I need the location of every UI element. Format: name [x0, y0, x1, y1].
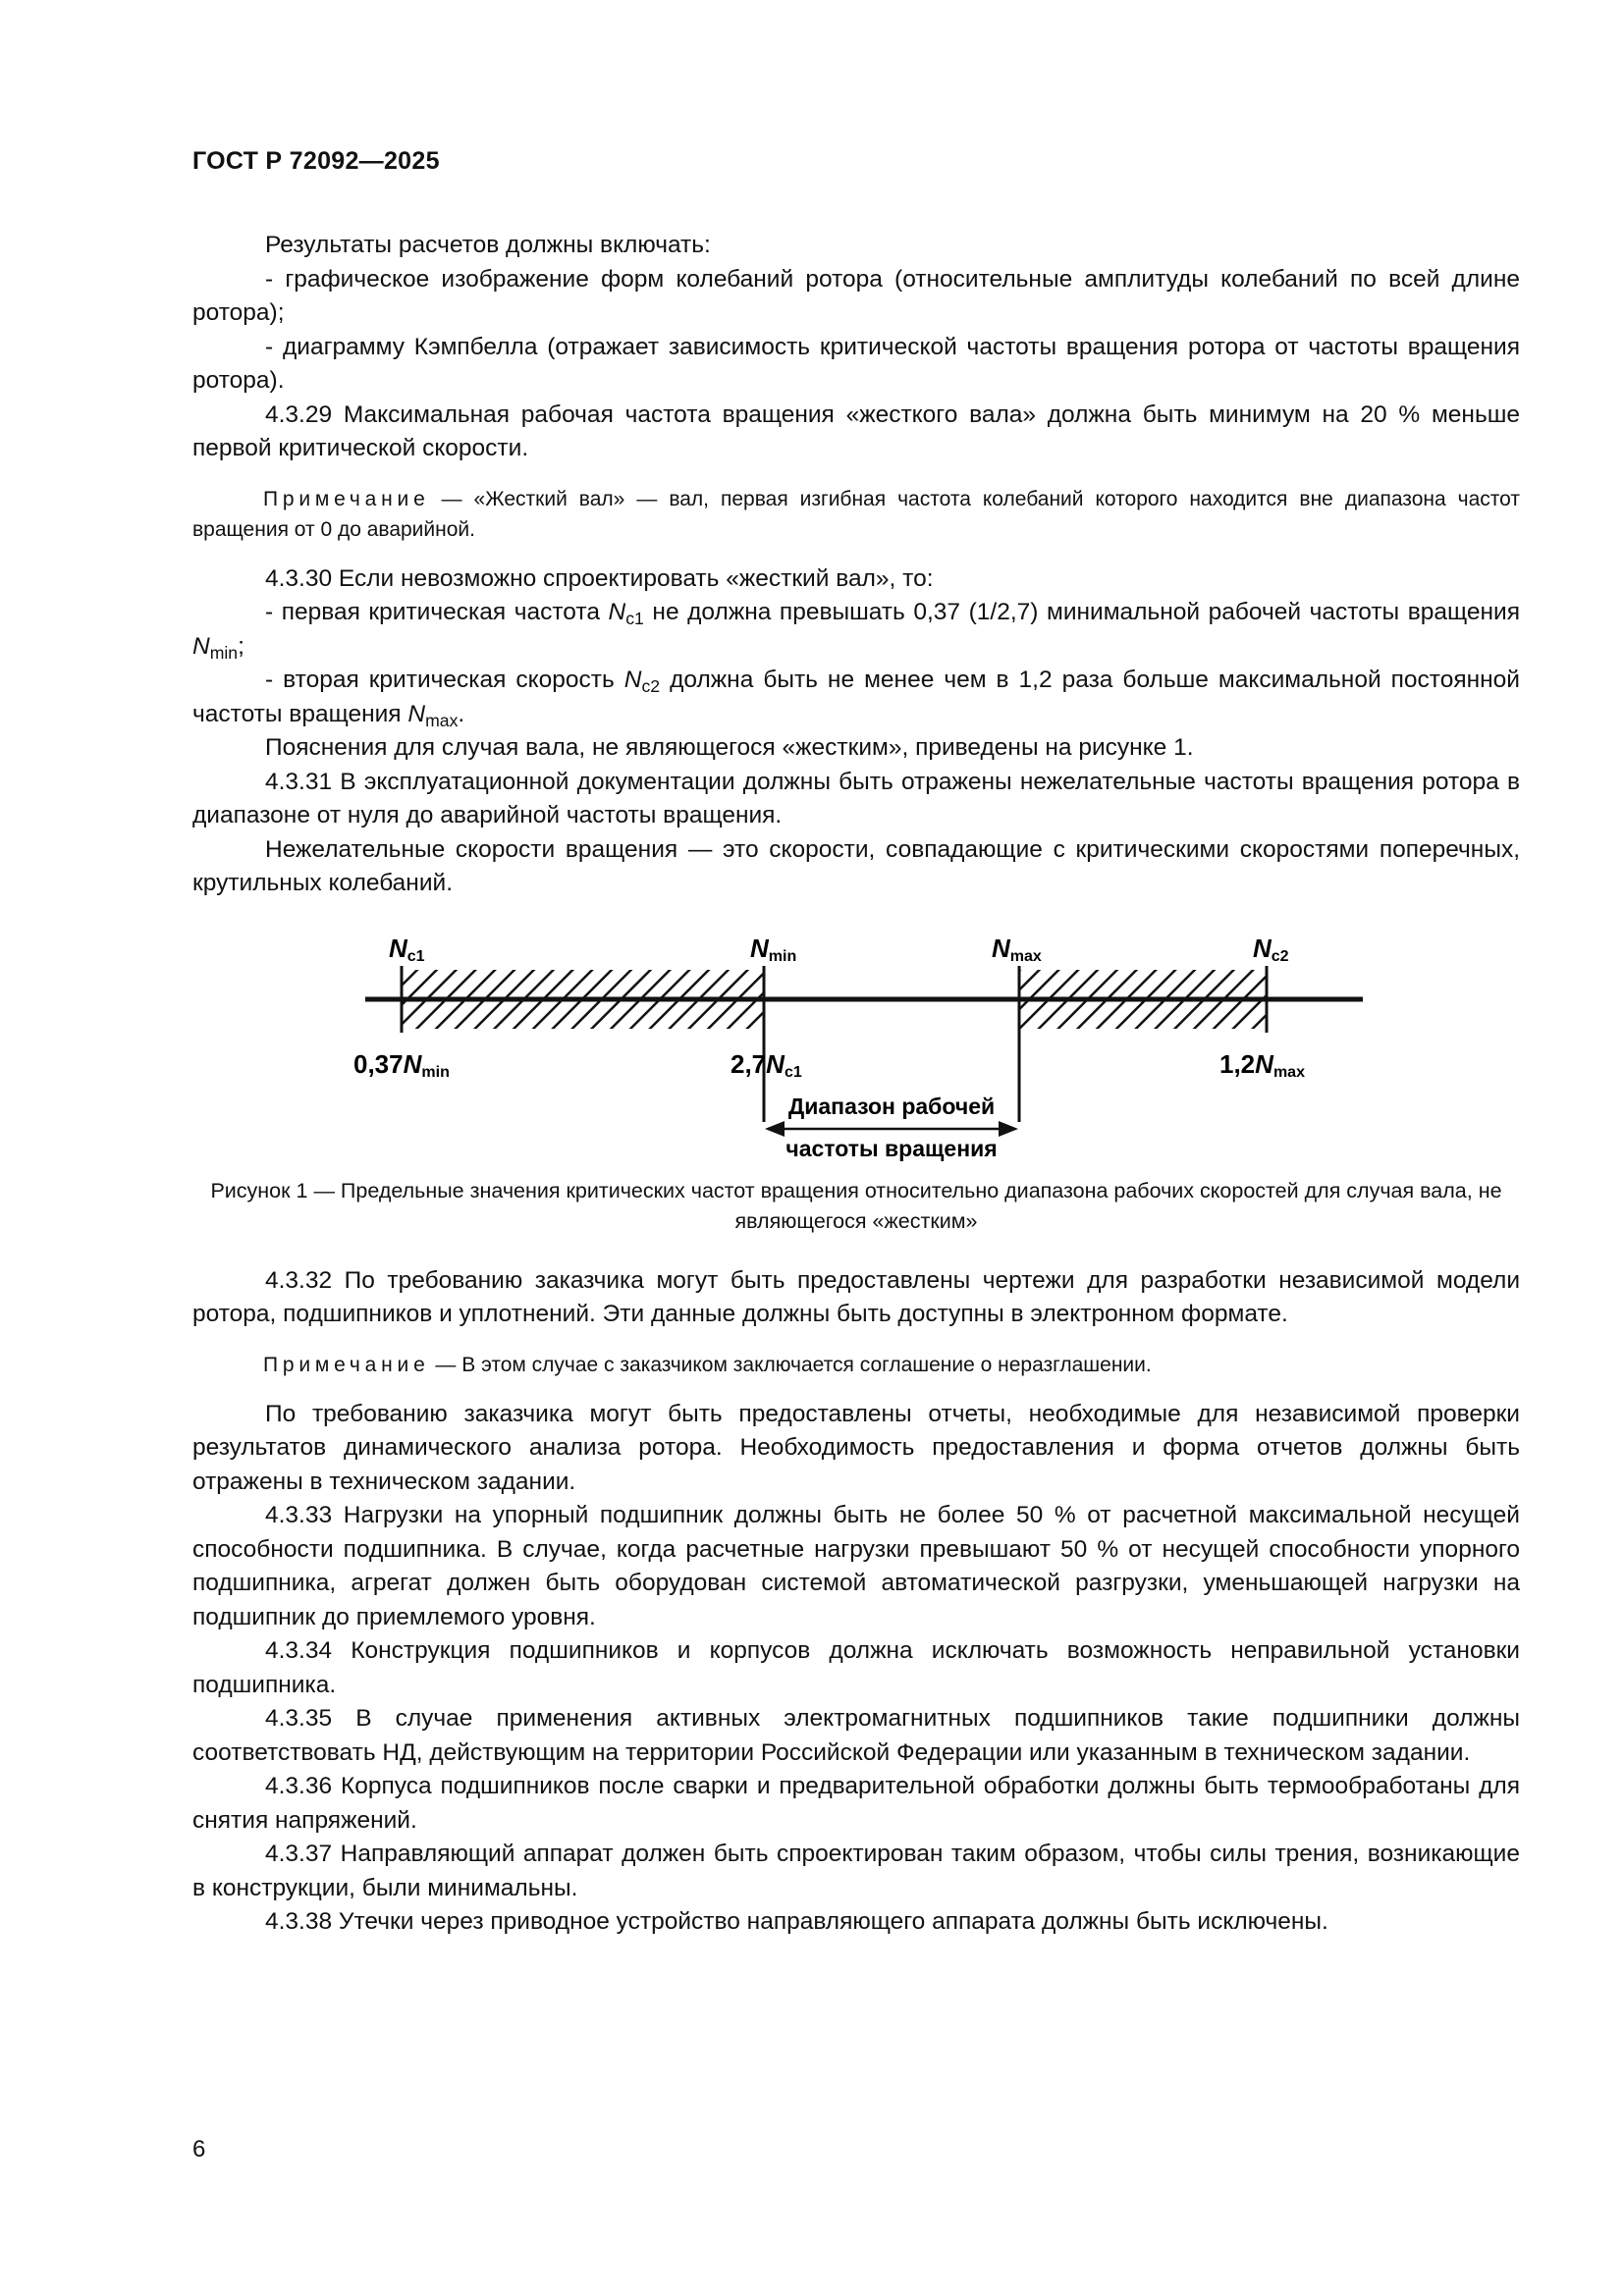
subscript: c1 — [625, 609, 644, 628]
note — [192, 484, 1520, 545]
label-27nc1 — [731, 1049, 802, 1081]
page-number: 6 — [192, 2136, 206, 2163]
range-label-line1: Диапазон рабочей — [787, 1093, 996, 1119]
text-run: . — [458, 700, 465, 727]
symbol: N — [192, 632, 210, 660]
label-symbol: N — [389, 933, 407, 963]
document-body — [192, 229, 1520, 1940]
page-header: ГОСТ Р 72092—2025 — [192, 147, 440, 175]
paragraph: Результаты расчетов должны включать: — [265, 232, 711, 258]
label-symbol: N — [750, 933, 769, 963]
paragraph: По требованию заказчика могут быть предоставлены отчеты, необходимые для независимой проверки результатов динамического анализа ротора. Необходимость предоставления и форма отчетов должны быть отражены в техническом задании. — [192, 1400, 1520, 1495]
label-sub: c2 — [1271, 947, 1289, 965]
note-text: — В этом случае с заказчиком заключается соглашение о неразглашении. — [429, 1353, 1152, 1376]
label-number: 0,37 — [353, 1048, 404, 1079]
label-nc2 — [1253, 934, 1289, 965]
label-sub: c1 — [406, 947, 425, 965]
label-symbol: N — [1255, 1048, 1273, 1079]
label-symbol: N — [1253, 933, 1272, 963]
label-symbol: N — [766, 1048, 785, 1079]
paragraph-4-3-30: 4.3.30 Если невозможно спроектировать «жесткий вал», то: — [265, 564, 934, 592]
arrowhead-right — [999, 1121, 1018, 1137]
label-number: 1,2 — [1219, 1048, 1256, 1079]
symbol: N — [608, 599, 626, 625]
paragraph-4-3-37: 4.3.37 Направляющий аппарат должен быть спроектирован таким образом, чтобы силы трения, возникающие в конструкции, были минимальны. — [192, 1841, 1520, 1901]
paragraph: Пояснения для случая вала, не являющегося «жестким», приведены на рисунке 1. — [265, 734, 1194, 761]
label-sub: min — [768, 947, 797, 965]
paragraph-4-3-38: 4.3.38 Утечки через приводное устройство направляющего аппарата должны быть исключены. — [265, 1908, 1328, 1935]
paragraph: - диаграмму Кэмпбелла (отражает зависимость критической частоты вращения ротора от частоты вращения ротора). — [192, 333, 1520, 394]
paragraph-4-3-35: 4.3.35 В случае применения активных электромагнитных подшипников такие подшипники должны соответствовать НД, действующим на территории Российской Федерации или указанным в техническом задании. — [192, 1705, 1520, 1766]
paragraph-4-3-34: 4.3.34 Конструкция подшипников и корпусов должна исключать возможность неправильной установки подшипника. — [192, 1637, 1520, 1698]
paragraph-4-3-31: 4.3.31 В эксплуатационной документации должны быть отражены нежелательные частоты вращения ротора в диапазоне от нуля до аварийной частоты вращения. — [192, 768, 1520, 828]
label-nmin — [750, 934, 796, 965]
label-sub: max — [1009, 947, 1042, 965]
text-run: ; — [238, 632, 244, 660]
paragraph — [192, 596, 1520, 664]
label-number: 2,7 — [731, 1048, 767, 1079]
note-text: — «Жесткий вал» — вал, первая изгибная частота колебаний которого находится вне диапазона частот вращения от 0 до аварийной. — [192, 487, 1520, 541]
label-sub: min — [421, 1063, 450, 1081]
paragraph-4-3-29: 4.3.29 Максимальная рабочая частота вращения «жесткого вала» должна быть минимум на 20 % меньше первой критической скорости. — [192, 400, 1520, 461]
paragraph-4-3-33: 4.3.33 Нагрузки на упорный подшипник должны быть не более 50 % от расчетной максимальной несущей способности подшипника. В случае, когда расчетные нагрузки превышают 50 % от несущей способности упорного подшипника, агрегат должен быть оборудован системой автоматической разгрузки, уменьшающей нагрузки на подшипник до приемлемого уровня. — [192, 1502, 1520, 1630]
text-run: не должна превышать 0,37 (1/2,7) минимальной рабочей частоты вращения — [643, 599, 1520, 625]
label-sub: c1 — [784, 1063, 802, 1081]
label-nmax — [992, 934, 1042, 965]
label-nc1 — [389, 934, 425, 965]
paragraph-4-3-36: 4.3.36 Корпуса подшипников после сварки и предварительной обработки должны быть термообработаны для снятия напряжений. — [192, 1773, 1520, 1834]
symbol: N — [623, 667, 642, 693]
label-symbol: N — [992, 933, 1010, 963]
subscript: min — [209, 642, 239, 663]
label-12nmax — [1219, 1049, 1305, 1081]
paragraph: - графическое изображение форм колебаний ротора (относительные амплитуды колебаний по всей длине ротора); — [192, 265, 1520, 326]
paragraph: Нежелательные скорости вращения — это скорости, совпадающие с критическими скоростями поперечных, крутильных колебаний. — [192, 835, 1520, 896]
subscript: max — [425, 710, 459, 730]
figure-caption: Рисунок 1 — Предельные значения критических частот вращения относительно диапазона рабочих скоростей для случая вала, не являющегося «жестким» — [210, 1178, 1502, 1233]
arrowhead-left — [765, 1121, 785, 1137]
text-run: - вторая критическая скорость — [265, 667, 624, 693]
text-run: - первая критическая частота — [265, 599, 609, 625]
subscript: c2 — [641, 676, 661, 696]
range-label-line2: частоты вращения — [785, 1135, 998, 1161]
paragraph-4-3-32: 4.3.32 По требованию заказчика могут быть предоставлены чертежи для разработки независимой модели ротора, подшипников и уплотнений. Эти данные должны быть доступны в электронном формате. — [192, 1266, 1520, 1327]
note — [192, 1350, 1520, 1380]
symbol: N — [407, 700, 426, 727]
label-037nmin — [353, 1049, 450, 1081]
label-sub: max — [1272, 1063, 1305, 1081]
note-label: Примечание — [263, 487, 430, 510]
figure-1 — [192, 921, 1520, 1176]
paragraph — [192, 664, 1520, 731]
label-symbol: N — [403, 1048, 422, 1079]
figure-diagram — [192, 921, 1520, 1176]
note-label: Примечание — [263, 1353, 430, 1376]
text-run: должна быть не менее чем в 1,2 раза больше максимальной постоянной частоты вращения — [192, 667, 1520, 727]
